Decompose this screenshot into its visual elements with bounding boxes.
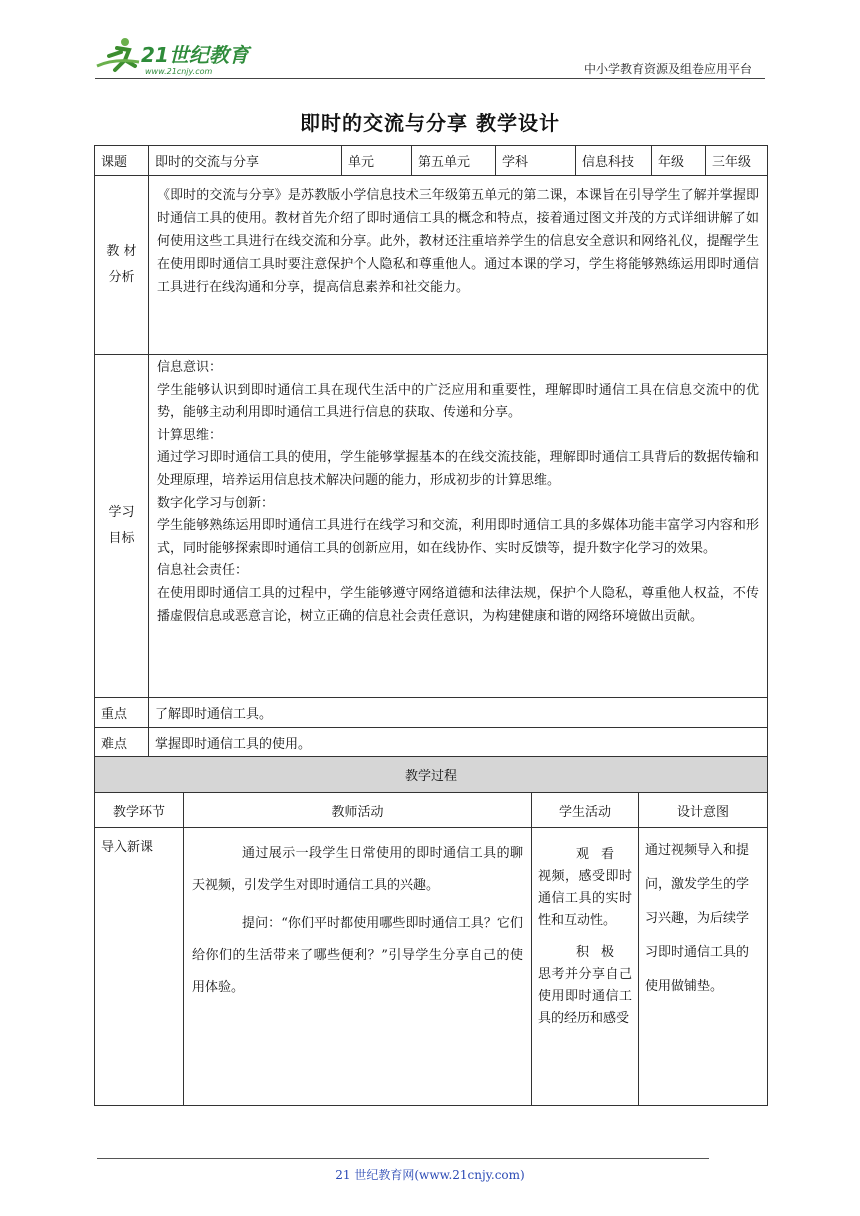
logo-text: 21世纪教育 [141,43,249,67]
course-label: 学科 [496,146,576,176]
course-value: 信息科技 [576,146,652,176]
objectives-text [149,355,768,698]
objective-heading: 信息意识： [157,360,223,375]
page-title: 即时的交流与分享 教学设计 [300,111,560,135]
objectives-label: 学习 目标 [95,355,149,698]
unit-label: 单元 [342,146,412,176]
runner-logo-icon [95,36,265,80]
footer-text: 21 世纪教育网(www.21cnjy.com) [335,1168,525,1182]
platform-name: 中小学教育资源及组卷应用平台 [583,62,752,76]
table-row [95,828,768,1106]
objective-text: 通过学习即时通信工具的使用，学生能够掌握基本的在线交流技能，理解即时通信工具背后的数据传输和处理原理，培养运用信息技术解决问题的能力，形成初步的计算思维。 [157,450,759,488]
difficult-point-text: 掌握即时通信工具的使用。 [149,728,768,758]
design-intent: 通过视频导入和提问，激发学生的学习兴趣，为后续学习即时通信工具的使用做铺垫。 [639,828,768,1106]
subject-value: 即时的交流与分享 [149,146,342,176]
student-activity: 观看 视频，感受即时通信工具的实时性和互动性。 积极 思考并分享自己使用即时通信工具的经历和感受 [532,828,639,1106]
analysis-text: 《即时的交流与分享》是苏教版小学信息技术三年级第五单元的第二课，本课旨在引导学生了解并掌握即时通信工具的使用。教材首先介绍了即时通信工具的概念和特点，接着通过图文并茂的方式详细讲解了如何使用这些工具进行在线交流和分享。此外，教材还注重培养学生的信息安全意识和网络礼仪，提醒学生在使用即时通信工具时要注意保护个人隐私和尊重他人。通过本课的学习，学生将能够熟练运用即时通信工具进行在线沟通和分享，提高信息素养和社交能力。 [149,176,768,355]
teacher-activity: 通过展示一段学生日常使用的即时通信工具的聊天视频，引发学生对即时通信工具的兴趣。 提问：“你们平时都使用哪些即时通信工具？它们给你们的生活带来了哪些便利？”引导学生分享自己的使用体验。 [184,828,532,1106]
stage-cell: 导入新课 [95,828,184,1106]
key-point-label: 重点 [95,698,149,728]
unit-value: 第五单元 [412,146,496,176]
key-point-text: 了解即时通信工具。 [149,698,768,728]
column-header: 教学环节 [95,793,184,828]
objective-heading: 计算思维： [157,427,223,443]
footer-divider [97,1158,709,1159]
analysis-label: 教 材 分析 [95,176,149,355]
logo [95,36,265,80]
section-title: 教学过程 [95,757,768,793]
grade-label: 年级 [652,146,706,176]
column-header: 学生活动 [532,793,639,828]
objective-text: 学生能够熟练运用即时通信工具进行在线学习和交流，利用即时通信工具的多媒体功能丰富学习内容和形式，同时能够探索即时通信工具的创新应用，如在线协作、实时反馈等，提升数字化学习的效果。 [157,518,759,556]
lesson-info-table [94,145,768,758]
objective-heading: 数字化学习与创新： [157,495,275,511]
header-divider [95,78,765,79]
logo-url: www.21cnjy.com [145,67,213,76]
difficult-point-label: 难点 [95,728,149,758]
column-header: 教师活动 [184,793,532,828]
objective-text: 学生能够认识到即时通信工具在现代生活中的广泛应用和重要性，理解即时通信工具在信息交流中的优势，能够主动利用即时通信工具进行信息的获取、传递和分享。 [157,382,759,421]
process-table [94,756,768,1106]
objective-heading: 信息社会责任： [157,563,249,579]
objective-text: 在使用即时通信工具的过程中，学生能够遵守网络道德和法律法规，保护个人隐私，尊重他人权益，不传播虚假信息或恶意言论，树立正确的信息社会责任意识，为构建健康和谐的网络环境做出贡献。 [157,585,759,624]
column-header: 设计意图 [639,793,768,828]
grade-value: 三年级 [706,146,768,176]
subject-label: 课题 [95,146,149,176]
